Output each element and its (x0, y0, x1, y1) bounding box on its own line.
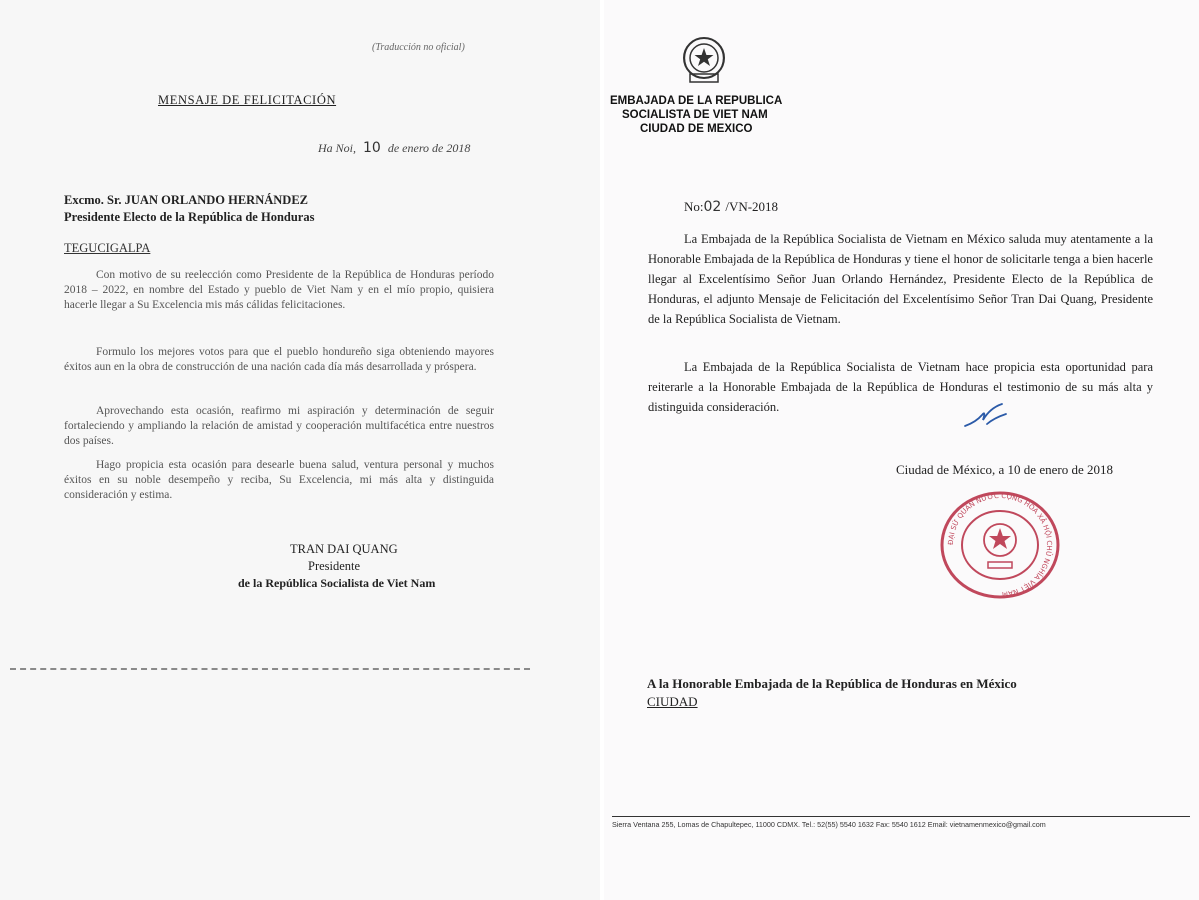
recipient-line2: CIUDAD (647, 694, 698, 709)
letter-date (318, 140, 470, 156)
place-and-date: Ciudad de México, a 10 de enero de 2018 (896, 462, 1113, 477)
paragraph-2: Formulo los mejores votos para que el pueblo hondureño siga obteniendo mayores éxitos aun en la obra de construcción de una nación cada día más desarrollada y próspera. (64, 346, 494, 373)
footer-rule (612, 816, 1190, 817)
letter-title: MENSAJE DE FELICITACIÓN (158, 93, 337, 107)
recipient-line1: A la Honorable Embajada de la República de Honduras en México (647, 676, 1017, 691)
embassy-footer: Sierra Ventana 255, Lomas de Chapultepec, 11000 CDMX. Tel.: 52(55) 5540 1632 Fax: 5540 1612 Email: vietnamenmexico@gmail.com (612, 820, 1046, 829)
addressee-title: Presidente Electo de la República de Honduras (64, 210, 315, 224)
date-day-handwritten: 10 (363, 140, 381, 156)
signature-country: de la República Socialista de Viet Nam (238, 576, 436, 590)
signature-name: TRAN DAI QUANG (290, 542, 398, 556)
handwritten-initial-mark (962, 400, 1010, 432)
svg-text:ĐẠI SỨ QUÁN NƯỚC CỘNG HÒA XÃ H: ĐẠI SỨ QUÁN NƯỚC CỘNG HÒA XÃ HỘI CHỦ NGHĨA VIỆT NAM (946, 491, 1054, 599)
ref-prefix: No: (684, 199, 704, 214)
official-seal-icon (938, 490, 1062, 600)
embassy-header-line2: SOCIALISTA DE VIET NAM (622, 109, 768, 121)
paragraph-1: Con motivo de su reelección como Presidente de la República de Honduras período 2018 – 2022, en nombre del Estado y pueblo de Viet Nam y en el mío propio, quisiera hacerle llegar a Su Excelencia mis más cálidas felicitaciones. (64, 269, 494, 311)
translation-note: (Traducción no oficial) (372, 42, 465, 53)
page-cut-line (10, 668, 530, 670)
date-suffix: de enero de 2018 (387, 141, 471, 155)
embassy-header-line1: EMBAJADA DE LA REPUBLICA (610, 95, 783, 107)
addressee-city: TEGUCIGALPA (64, 241, 151, 255)
paragraph-4: Hago propicia esta ocasión para desearle buena salud, ventura personal y muchos éxitos en su noble desempeño y reciba, Su Excelencia, mi más alta y distinguida consideración y estima. (64, 459, 494, 501)
body-paragraph-1: La Embajada de la República Socialista de Vietnam en México saluda muy atentamente a la Honorable Embajada de la República de Honduras y tiene el honor de solicitarle tenga a bien hacerle llegar al Excelentísimo Señor Juan Orlando Hernández, Presidente Electo de la República de Honduras, el adjunto Mensaje de Felicitación del Excelentísimo Señor Tran Dai Quang, Presidente de la República Socialista de Vietnam. (648, 232, 1153, 326)
signature-title: Presidente (308, 559, 361, 573)
ref-number-handwritten: 02 (703, 199, 722, 215)
date-prefix: Ha Noi, (318, 141, 357, 155)
embassy-header-line3: CIUDAD DE MEXICO (640, 123, 753, 135)
right-letter-page (604, 0, 1199, 900)
national-emblem-icon (676, 36, 732, 88)
body-paragraph-2: La Embajada de la República Socialista de Vietnam hace propicia esta oportunidad para reiterarle a la Honorable Embajada de la República de Honduras el testimonio de su más alta y distinguida consideración. (648, 360, 1153, 414)
addressee-name: Excmo. Sr. JUAN ORLANDO HERNÁNDEZ (64, 193, 308, 207)
reference-number (684, 199, 778, 215)
paragraph-3: Aprovechando esta ocasión, reafirmo mi aspiración y determinación de seguir fortaleciendo y ampliando la relación de amistad y cooperación multifacética entre nuestros dos países. (64, 405, 494, 447)
ref-suffix: /VN-2018 (725, 199, 779, 214)
